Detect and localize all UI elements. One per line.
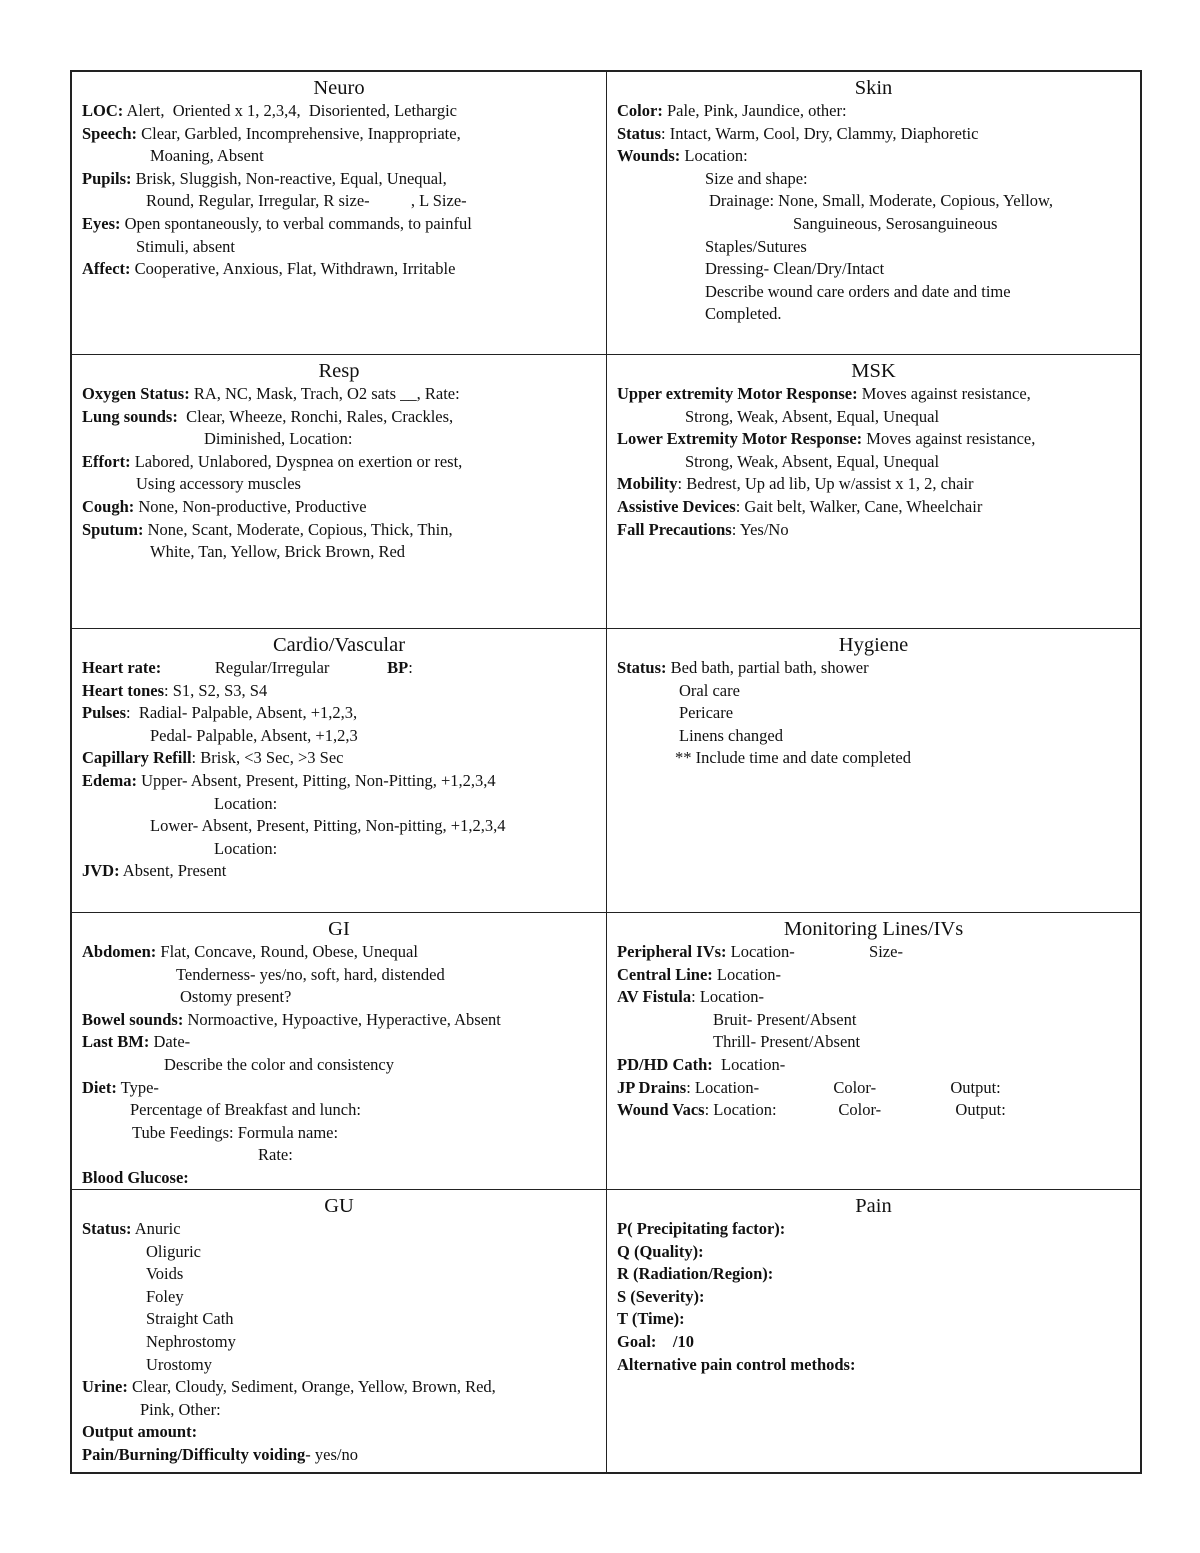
field-options: Voids: [146, 1264, 184, 1284]
section-cardio-vascular: [72, 629, 607, 913]
field-options: Bed bath, partial bath, shower: [666, 658, 869, 677]
form-line: [617, 1077, 1130, 1100]
form-line: [82, 1444, 596, 1467]
form-line: [82, 213, 596, 236]
field-options: Straight Cath: [146, 1309, 234, 1329]
field-options: Lower- Absent, Present, Pitting, Non-pitting, +1,2,3,4: [150, 816, 506, 836]
form-line: [617, 1263, 1130, 1286]
field-label: Wound Vacs: [617, 1100, 705, 1120]
field-label: Central Line:: [617, 964, 713, 984]
field-options: Location- Size-: [726, 942, 903, 961]
field-options: - yes/no: [305, 1444, 358, 1464]
form-line: [617, 747, 1130, 770]
field-options: Location:: [214, 793, 278, 813]
field-options: Ostomy present?: [180, 987, 292, 1007]
field-options: Alert, Oriented x 1, 2,3,4, Disoriented, Lethargic: [123, 101, 457, 120]
form-line: [82, 406, 596, 429]
field-options: Tube Feedings: Formula name:: [132, 1122, 339, 1142]
field-label: Color:: [617, 101, 663, 120]
form-line: [82, 702, 596, 725]
form-line: [82, 541, 596, 564]
field-label: Heart tones: [82, 680, 165, 700]
field-label: Capillary Refill: [82, 748, 192, 768]
field-options: Oral care: [679, 680, 740, 700]
form-line: [617, 281, 1130, 304]
field-options: Absent, Present: [119, 861, 227, 881]
field-options: Location-: [712, 1054, 786, 1074]
field-options: Date-: [149, 1032, 191, 1052]
field-label: Q (Quality):: [617, 1241, 704, 1261]
form-line: [617, 1218, 1130, 1241]
form-line: [617, 941, 1130, 964]
form-line: [82, 680, 596, 703]
field-options: Type-: [116, 1077, 159, 1097]
form-line: [82, 1077, 596, 1100]
field-label: Last BM:: [82, 1032, 150, 1052]
form-line: [82, 100, 596, 123]
form-line: [82, 236, 596, 259]
field-label: Upper extremity Motor Response:: [617, 384, 858, 403]
field-options: Foley: [146, 1286, 184, 1306]
field-label: Wounds:: [617, 146, 681, 166]
section-skin: [607, 72, 1140, 355]
field-options: : Location: Color- Output:: [704, 1100, 1006, 1120]
form-line: [617, 1054, 1130, 1077]
form-line: [82, 941, 596, 964]
form-line: [82, 860, 596, 883]
field-label: Pupils:: [82, 168, 132, 188]
field-label: Cough:: [82, 496, 135, 516]
form-line: [617, 1286, 1130, 1309]
field-options: Nephrostomy: [146, 1331, 236, 1351]
field-label: Status:: [82, 1219, 132, 1238]
form-line: [82, 1354, 596, 1377]
form-line: [617, 1331, 1130, 1354]
field-options: Strong, Weak, Absent, Equal, Unequal: [685, 406, 940, 426]
form-line: [617, 1308, 1130, 1331]
field-label: Edema:: [82, 770, 137, 790]
form-line: [617, 1009, 1130, 1032]
section-monitoring-lines-ivs: [607, 913, 1140, 1190]
field-label: AV Fistula: [617, 987, 692, 1007]
field-options: ** Include time and date completed: [675, 748, 911, 768]
field-options: Moves against resistance,: [862, 429, 1036, 449]
field-label: Blood Glucose:: [82, 1167, 189, 1187]
form-line: [617, 680, 1130, 703]
field-label: Alternative pain control methods:: [617, 1354, 856, 1374]
field-options: Labored, Unlabored, Dyspnea on exertion or rest,: [130, 451, 463, 471]
field-label: Diet:: [82, 1077, 117, 1097]
field-options: Pedal- Palpable, Absent, +1,2,3: [150, 725, 358, 745]
form-line: [82, 519, 596, 542]
field-options: None, Non-productive, Productive: [134, 496, 367, 516]
field-label: Status: [617, 123, 662, 143]
field-label: Lung sounds:: [82, 406, 178, 426]
field-label: Status:: [617, 658, 667, 677]
field-options: Clear, Cloudy, Sediment, Orange, Yellow, Brown, Red,: [127, 1377, 496, 1397]
field-options: Describe wound care orders and date and time: [705, 281, 1011, 301]
field-label: LOC:: [82, 101, 124, 120]
field-label: Output amount:: [82, 1422, 198, 1442]
field-label: Abdomen:: [82, 942, 157, 961]
form-line: [82, 496, 596, 519]
form-line: [617, 702, 1130, 725]
field-options: Regular/Irregular: [161, 658, 388, 677]
section-title: Hygiene: [838, 634, 909, 656]
form-line: [82, 258, 596, 281]
field-options: Staples/Sutures: [705, 236, 807, 256]
form-line: [82, 1144, 596, 1167]
form-line: [82, 1331, 596, 1354]
field-options: Pericare: [679, 703, 734, 723]
form-line: [82, 123, 596, 146]
section-title: GI: [328, 918, 350, 940]
form-line: [82, 964, 596, 987]
field-label: Peripheral IVs:: [617, 942, 727, 961]
field-options: Using accessory muscles: [136, 474, 301, 494]
field-label: Bowel sounds:: [82, 1009, 184, 1029]
field-options: Clear, Garbled, Incomprehensive, Inappropriate,: [137, 123, 461, 143]
field-options: Thrill- Present/Absent: [713, 1032, 861, 1052]
field-label: Eyes:: [82, 213, 121, 233]
form-line: [617, 451, 1130, 474]
form-line: [617, 473, 1130, 496]
field-options: :: [408, 658, 413, 677]
field-options: RA, NC, Mask, Trach, O2 sats __, Rate:: [189, 384, 460, 403]
field-options: : Bedrest, Up ad lib, Up w/assist x 1, 2, chair: [677, 474, 974, 494]
field-options: Pink, Other:: [140, 1399, 221, 1419]
field-label: Assistive Devices: [617, 496, 736, 516]
form-line: [617, 100, 1130, 123]
field-options: Completed.: [705, 304, 782, 324]
field-options: Linens changed: [679, 725, 784, 745]
field-options: Drainage: None, Small, Moderate, Copious, Yellow,: [709, 191, 1054, 211]
form-line: [617, 725, 1130, 748]
section-title: Monitoring Lines/IVs: [783, 918, 964, 940]
form-line: [82, 1218, 596, 1241]
field-options: Moaning, Absent: [150, 146, 264, 166]
field-options: Location:: [214, 838, 278, 858]
field-options: : Location- Color- Output:: [686, 1077, 1001, 1097]
field-options: Brisk, Sluggish, Non-reactive, Equal, Unequal,: [131, 168, 447, 188]
field-label: Sputum:: [82, 519, 144, 539]
section-hygiene: [607, 629, 1140, 913]
form-line: [82, 1054, 596, 1077]
form-line: [617, 145, 1130, 168]
form-line: [82, 657, 596, 680]
form-line: [82, 383, 596, 406]
section-resp: [72, 355, 607, 629]
form-line: [82, 1308, 596, 1331]
field-options: Round, Regular, Irregular, R size- , L Size-: [146, 191, 467, 211]
field-label: Fall Precautions: [617, 519, 732, 539]
form-line: [82, 725, 596, 748]
form-line: [617, 1354, 1130, 1377]
field-label: S (Severity):: [617, 1286, 705, 1306]
form-line: [82, 1031, 596, 1054]
field-label: Lower Extremity Motor Response:: [617, 429, 863, 449]
form-line: [617, 986, 1130, 1009]
form-line: [617, 190, 1130, 213]
form-line: [82, 838, 596, 861]
field-label: Goal: /10: [617, 1331, 694, 1351]
form-line: [82, 770, 596, 793]
form-line: [82, 473, 596, 496]
field-label: Urine:: [82, 1377, 128, 1397]
form-line: [82, 145, 596, 168]
form-line: [82, 1263, 596, 1286]
field-options: : Radial- Palpable, Absent, +1,2,3,: [126, 703, 358, 723]
form-line: [82, 1241, 596, 1264]
field-label: Speech:: [82, 123, 137, 143]
section-pain: [607, 1190, 1140, 1472]
field-options: Strong, Weak, Absent, Equal, Unequal: [685, 451, 940, 471]
field-options: Normoactive, Hypoactive, Hyperactive, Absent: [183, 1009, 501, 1029]
section-title: GU: [324, 1195, 354, 1217]
form-line: [82, 815, 596, 838]
field-label: BP: [387, 658, 409, 677]
field-label: R (Radiation/Region):: [617, 1264, 774, 1284]
field-label: Mobility: [617, 474, 678, 494]
section-title: MSK: [851, 360, 896, 382]
field-options: Size and shape:: [705, 168, 808, 188]
field-options: None, Scant, Moderate, Copious, Thick, Thin,: [143, 519, 453, 539]
field-options: Urostomy: [146, 1354, 212, 1374]
form-line: [617, 383, 1130, 406]
form-line: [82, 1399, 596, 1422]
form-line: [82, 1286, 596, 1309]
form-line: [82, 1122, 596, 1145]
form-line: [617, 657, 1130, 680]
field-options: Open spontaneously, to verbal commands, to painful: [120, 213, 472, 233]
form-line: [82, 428, 596, 451]
field-label: JVD:: [82, 861, 120, 881]
section-gi: [72, 913, 607, 1190]
form-line: [617, 236, 1130, 259]
field-options: : Brisk, <3 Sec, >3 Sec: [191, 748, 344, 768]
field-options: : Yes/No: [731, 519, 789, 539]
form-line: [617, 303, 1130, 326]
field-label: Oxygen Status:: [82, 384, 190, 403]
section-title: Cardio/Vascular: [272, 634, 406, 656]
form-line: [82, 1167, 596, 1190]
field-options: Dressing- Clean/Dry/Intact: [705, 259, 885, 279]
form-line: [82, 793, 596, 816]
section-title: Skin: [854, 77, 893, 99]
field-label: Pulses: [82, 703, 127, 723]
field-options: Rate:: [258, 1145, 293, 1165]
field-options: : Location-: [691, 987, 764, 1007]
field-options: Location:: [680, 146, 748, 166]
field-options: Describe the color and consistency: [164, 1054, 395, 1074]
field-label: Heart rate:: [82, 658, 162, 677]
field-options: Bruit- Present/Absent: [713, 1009, 857, 1029]
field-options: Cooperative, Anxious, Flat, Withdrawn, Irritable: [130, 259, 456, 279]
field-label: Pain/Burning/Difficulty voiding: [82, 1444, 306, 1464]
form-line: [82, 1009, 596, 1032]
form-line: [82, 451, 596, 474]
section-title: Pain: [855, 1195, 892, 1217]
form-line: [617, 964, 1130, 987]
form-line: [617, 428, 1130, 451]
form-line: [617, 406, 1130, 429]
field-options: Tenderness- yes/no, soft, hard, distended: [176, 964, 445, 984]
field-options: Moves against resistance,: [857, 384, 1031, 403]
field-label: Effort:: [82, 451, 131, 471]
field-label: T (Time):: [617, 1309, 685, 1329]
section-title: Resp: [318, 360, 360, 382]
form-line: [82, 190, 596, 213]
field-options: Location-: [712, 964, 782, 984]
form-line: [617, 123, 1130, 146]
section-neuro: [72, 72, 607, 355]
field-options: Pale, Pink, Jaundice, other:: [662, 101, 847, 120]
field-options: Anuric: [131, 1219, 181, 1238]
form-line: [617, 519, 1130, 542]
form-line: [617, 213, 1130, 236]
field-options: Flat, Concave, Round, Obese, Unequal: [156, 942, 418, 961]
field-label: PD/HD Cath:: [617, 1054, 713, 1074]
field-label: JP Drains: [617, 1077, 687, 1097]
form-line: [617, 1241, 1130, 1264]
form-line: [82, 747, 596, 770]
field-options: : Gait belt, Walker, Cane, Wheelchair: [735, 496, 983, 516]
form-line: [617, 496, 1130, 519]
section-gu: [72, 1190, 607, 1472]
form-line: [617, 258, 1130, 281]
field-label: Affect:: [82, 259, 131, 279]
form-line: [82, 168, 596, 191]
field-label: P( Precipitating factor):: [617, 1219, 786, 1238]
form-line: [82, 1376, 596, 1399]
field-options: Stimuli, absent: [136, 236, 235, 256]
form-line: [617, 1031, 1130, 1054]
form-line: [82, 1099, 596, 1122]
field-options: Upper- Absent, Present, Pitting, Non-Pitting, +1,2,3,4: [137, 770, 496, 790]
field-options: : Intact, Warm, Cool, Dry, Clammy, Diaphoretic: [661, 123, 979, 143]
assessment-grid: [70, 70, 1142, 1474]
field-options: White, Tan, Yellow, Brick Brown, Red: [150, 542, 406, 562]
field-options: : S1, S2, S3, S4: [164, 680, 268, 700]
section-msk: [607, 355, 1140, 629]
section-title: Neuro: [313, 77, 365, 99]
field-options: Oliguric: [146, 1241, 201, 1261]
field-options: Percentage of Breakfast and lunch:: [130, 1100, 361, 1120]
form-line: [617, 168, 1130, 191]
form-line: [82, 986, 596, 1009]
field-options: Sanguineous, Serosanguineous: [793, 213, 998, 233]
form-line: [82, 1421, 596, 1444]
form-line: [617, 1099, 1130, 1122]
field-options: Diminished, Location:: [204, 429, 353, 449]
field-options: Clear, Wheeze, Ronchi, Rales, Crackles,: [177, 406, 454, 426]
